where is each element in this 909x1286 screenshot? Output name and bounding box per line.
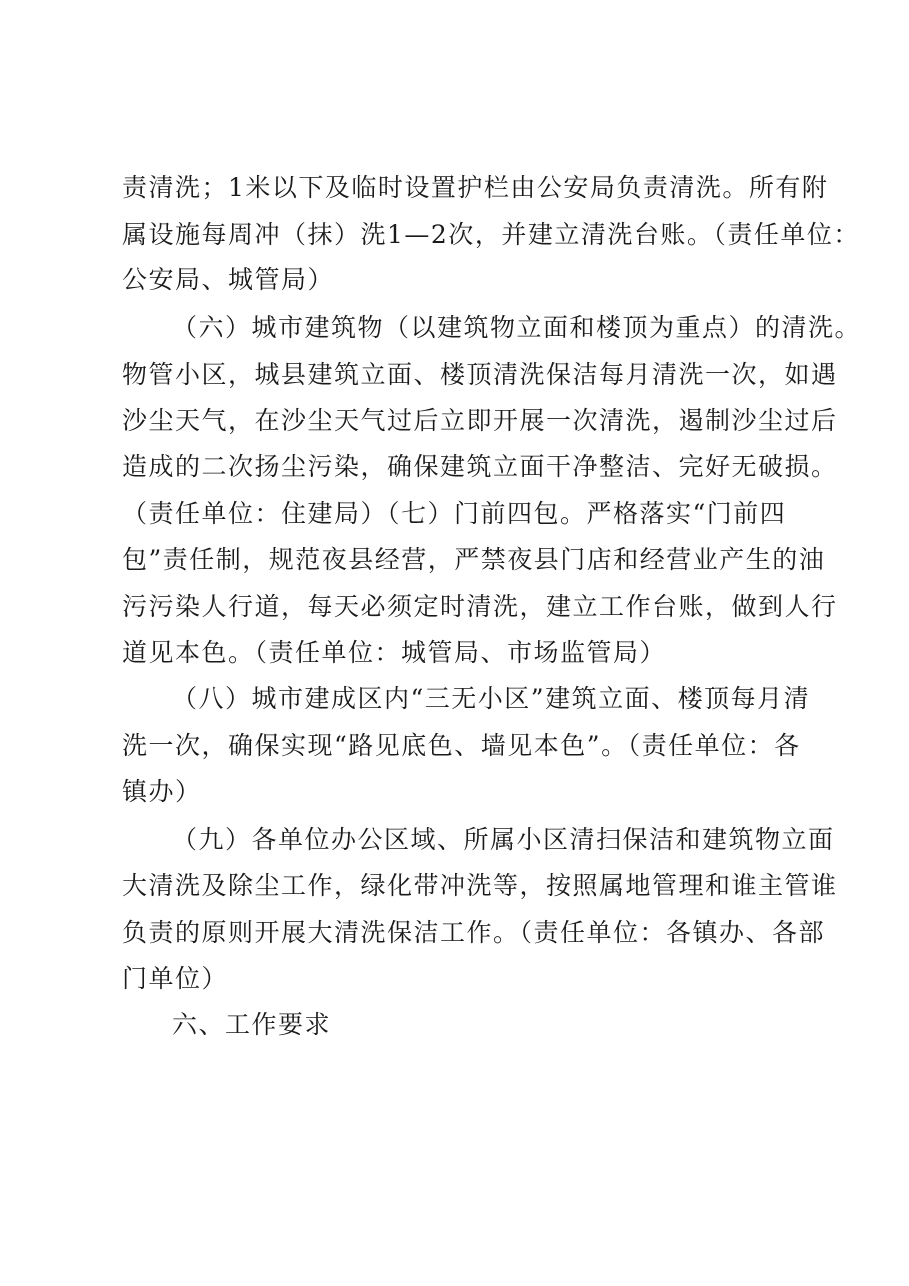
body-text-line: 物管小区，城县建筑立面、楼顶清洗保洁每月清洗一次，如遇 xyxy=(122,360,838,389)
body-text-line: （责任单位：住建局）（七）门前四包。严格落实“门前四 xyxy=(122,499,787,528)
section-heading: 六、工作要求 xyxy=(172,1010,332,1039)
body-text-line: 门单位） xyxy=(122,964,229,993)
body-text-line: 道见本色。（责任单位：城管局、市场监管局） xyxy=(122,638,667,667)
paragraph-heading-six: （六）城市建筑物（以建筑物立面和楼顶为重点）的清洗。 xyxy=(172,313,862,342)
body-text-line: 公安局、城管局） xyxy=(122,265,335,294)
body-text-line: 污污染人行道，每天必须定时清洗，建立工作台账，做到人行 xyxy=(122,592,838,621)
body-text-line: 造成的二次扬尘污染，确保建筑立面干净整洁、完好无破损。 xyxy=(122,452,838,481)
body-text-line: 包”责任制，规范夜县经营，严禁夜县门店和经营业产生的油 xyxy=(122,545,826,574)
body-text-line: 属设施每周冲（抹）洗1—2次，并建立清洗台账。（责任单位： xyxy=(122,220,860,249)
body-text-line: 大清洗及除尘工作，绿化带冲洗等，按照属地管理和谁主管谁 xyxy=(122,871,838,900)
paragraph-heading-eight: （八）城市建成区内“三无小区”建筑立面、楼顶每月清 xyxy=(172,684,811,713)
body-text-line: 沙尘天气，在沙尘天气过后立即开展一次清洗，遏制沙尘过后 xyxy=(122,406,838,435)
body-text-line: 责清洗；1米以下及临时设置护栏由公安局负责清洗。所有附 xyxy=(122,173,829,202)
paragraph-heading-nine: （九）各单位办公区域、所属小区清扫保洁和建筑物立面 xyxy=(172,825,835,854)
body-text-line: 负责的原则开展大清洗保洁工作。（责任单位：各镇办、各部 xyxy=(122,918,826,947)
body-text-line: 镇办） xyxy=(122,777,202,806)
body-text-line: 洗一次，确保实现“路见底色、墙见本色”。（责任单位：各 xyxy=(122,731,801,760)
